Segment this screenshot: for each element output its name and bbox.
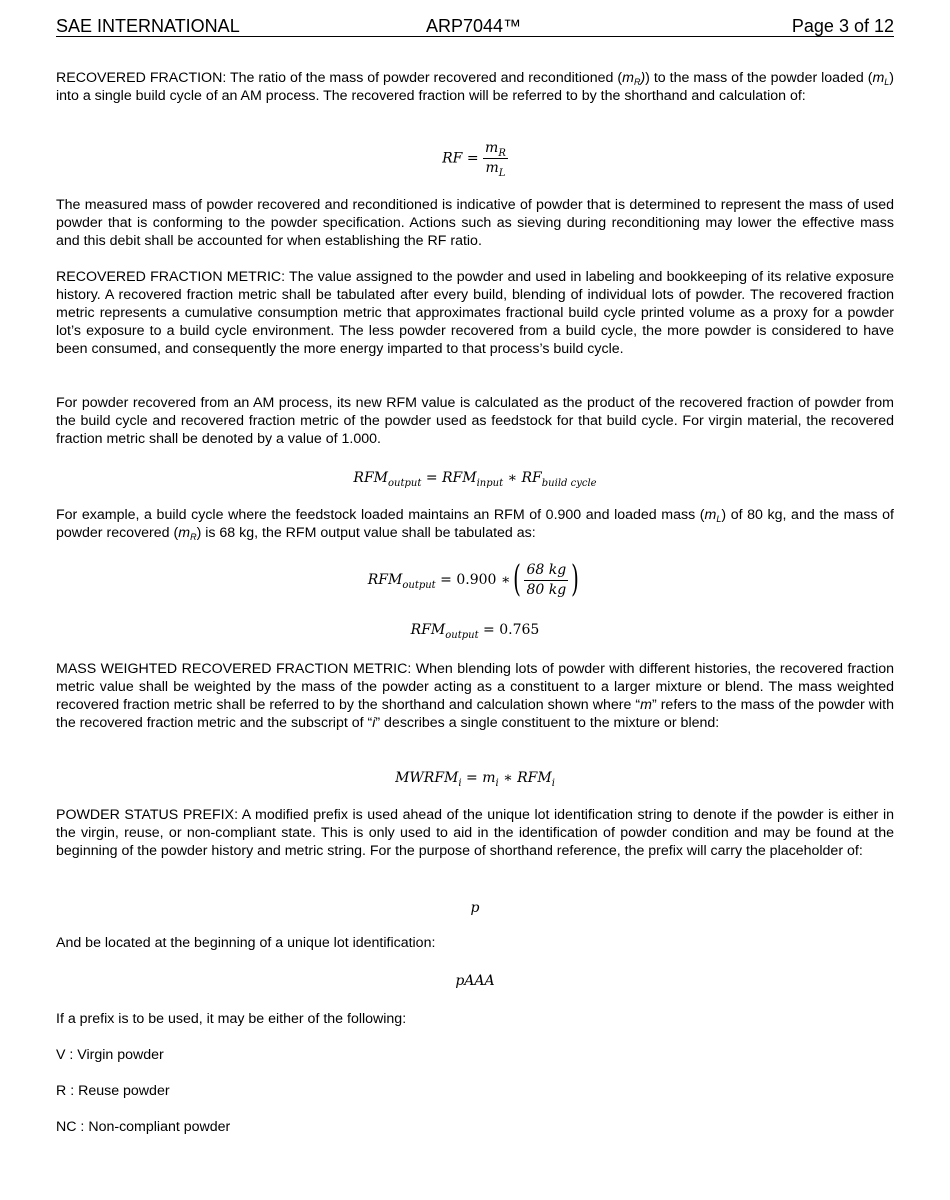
header-doc-id: ARP7044™ xyxy=(426,16,522,36)
prefix-example: pAAA xyxy=(455,973,495,989)
recovered-fraction-definition: RECOVERED FRACTION: The ratio of the mass of powder recovered and reconditioned $(m_R)$) to the mass of the powder loaded $(m_L)$ into a single build cycle of an AM process. The recovered fraction will be referred to by the shorthand and calculation of: xyxy=(56,70,895,104)
rfm-equation: $RFM_{output} = RFM_{input}$ ∗ $RF_{build cycle}$ xyxy=(353,470,597,489)
recovered-fraction-metric-definition: RECOVERED FRACTION METRIC: The value assigned to the powder and used in labeling and bookkeeping of its relative exposure history. A recovered fraction metric shall be tabulated after every build, blending of individual lots of powder. The recovered fraction metric represents a cumulative consumption metric that approximates fractional build cycle printed volume as a proxy for a powder lot’s exposure to a build cycle environment. The less powder recovered from a build cycle, the more powder is considered to have been consumed, and consequently the more energy imparted to that process’s build cycle. xyxy=(56,269,894,357)
prefix-option-reuse: R : Reuse powder xyxy=(56,1083,170,1099)
prefix-option-non-compliant: NC : Non-compliant powder xyxy=(56,1119,231,1135)
rfm-example-result: $RFM_{output} = 0.765$ xyxy=(410,622,540,641)
header-page-number: Page 3 of 12 xyxy=(791,16,894,36)
powder-status-prefix-definition: POWDER STATUS PREFIX: A modified prefix is used ahead of the unique lot identification string to denote if the powder is either in the virgin, reuse, or non-compliant state. This is only used to aid in the identification of powder condition and may be found at the beginning of the powder history and metric string. For the purpose of shorthand reference, the prefix will carry the placeholder of: xyxy=(56,807,894,859)
rf-equation: RF = $\frac{m_R}{m_L}$ xyxy=(442,140,506,179)
prefix-location-text: And be located at the beginning of a unique lot identification: xyxy=(56,935,436,951)
rf-measurement-note: The measured mass of powder recovered and reconditioned is indicative of powder that is determined to represent the mass of used powder that is conforming to the powder specification. Actions such as sieving during reconditioning may lower the effective mass and this debit shall be accounted for when establishing the RF ratio. xyxy=(56,197,894,249)
page-header xyxy=(56,16,894,37)
rfm-example: For example, a build cycle where the feedstock loaded maintains an RFM of 0.900 and loaded mass $(m_L)$ of 80 kg, and the mass of powder recovered $(m_R)$ is 68 kg, the RFM output value shall be tabulated as: xyxy=(56,507,894,542)
header-org: SAE INTERNATIONAL xyxy=(56,16,240,36)
rfm-calculation-description: For powder recovered from an AM process, its new RFM value is calculated as the product of the recovered fraction of powder from the build cycle and recovered fraction metric of the powder used as feedstock for that build cycle. For virgin material, the recovered fraction metric shall be denoted by a value of 1.000. xyxy=(56,395,894,447)
prefix-placeholder: p xyxy=(470,900,480,916)
rfm-example-equation: $RFM_{output} = 0.900$ ∗( $\frac{68 kg}{80 kg}$ ) xyxy=(367,559,580,600)
prefix-options-intro: If a prefix is to be used, it may be either of the following: xyxy=(56,1011,407,1027)
mwrfm-equation: $MWRFM_i = m_i$ ∗ $RFM_i$ xyxy=(395,770,555,789)
prefix-option-virgin: V : Virgin powder xyxy=(56,1047,164,1063)
mass-weighted-rfm-definition: MASS WEIGHTED RECOVERED FRACTION METRIC: When blending lots of powder with different histories, the recovered fraction metric value shall be weighted by the mass of the powder acting as a constituent to a larger mixture or blend. The mass weighted recovered fraction metric shall be referred to by the shorthand and calculation shown where “m” refers to the mass of the powder with the recovered fraction metric and the subscript of “i” describes a single constituent to the mixture or blend: xyxy=(56,661,894,731)
